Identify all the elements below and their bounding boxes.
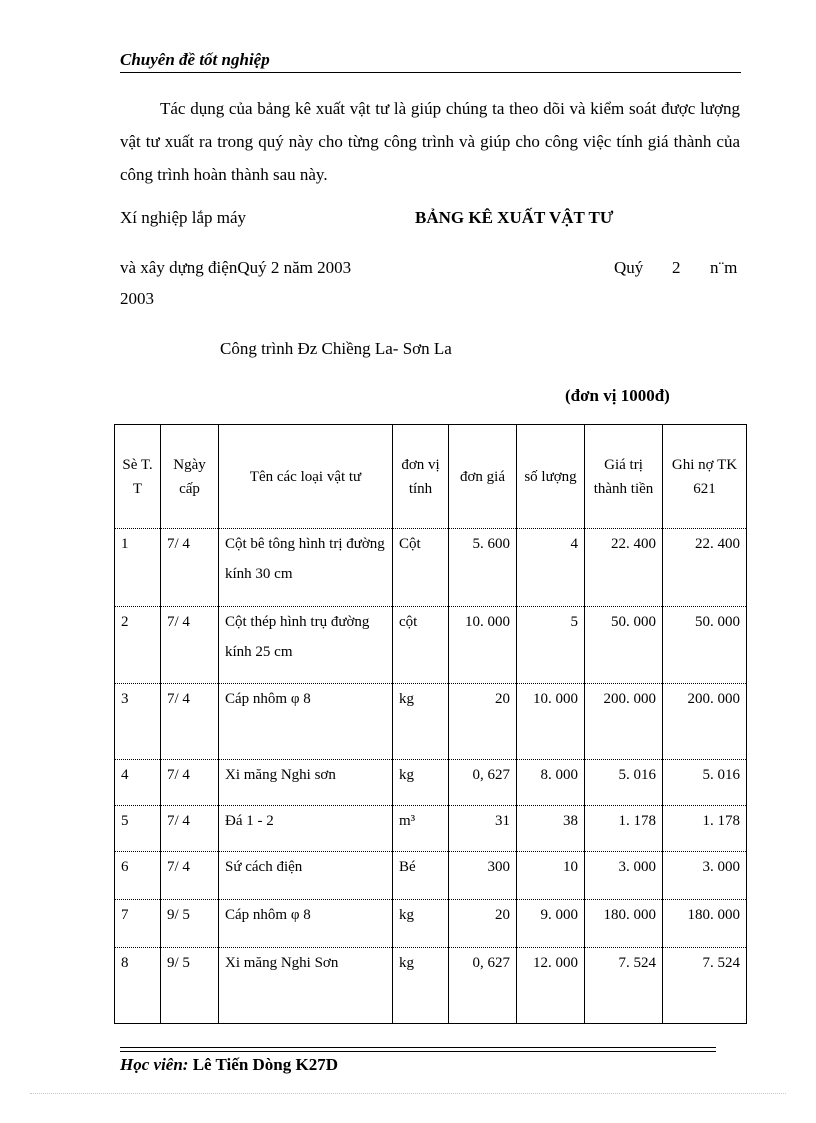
company-name-line2: và xây dựng điệnQuý 2 năm 2003 xyxy=(120,258,352,277)
cell-amount: 1. 178 xyxy=(585,806,663,852)
cell-material-name: Cáp nhôm φ 8 xyxy=(219,900,393,948)
running-header-title: Chuyên đề tốt nghiệp xyxy=(120,50,270,69)
footer-rule xyxy=(120,1047,716,1048)
header-date: Ngày cấp xyxy=(161,425,219,529)
cell-debit: 1. 178 xyxy=(663,806,747,852)
cell-quantity: 4 xyxy=(517,529,585,607)
cell-stt: 5 xyxy=(115,806,161,852)
cell-debit: 7. 524 xyxy=(663,948,747,1024)
cell-unit-price: 0, 627 xyxy=(449,948,517,1024)
unit-note: (đơn vị 1000đ) xyxy=(565,386,670,405)
cell-amount: 180. 000 xyxy=(585,900,663,948)
cell-debit: 200. 000 xyxy=(663,684,747,760)
header-unit-price: đơn giá xyxy=(449,425,517,529)
cell-stt: 1 xyxy=(115,529,161,607)
cell-unit: cột xyxy=(393,607,449,684)
cell-unit-price: 20 xyxy=(449,684,517,760)
table-row xyxy=(115,806,747,852)
cell-material-name: Cáp nhôm φ 8 xyxy=(219,684,393,760)
cell-date: 7/ 4 xyxy=(161,607,219,684)
cell-quantity: 5 xyxy=(517,607,585,684)
cell-amount: 5. 016 xyxy=(585,760,663,806)
intro-paragraph: Tác dụng của bảng kê xuất vật tư là giúp chúng ta theo dõi và kiểm soát được lượng vật tư xuất ra trong quý này cho từng công trình và giúp cho công việc tính giá thành của công trình hoàn thành sau này. xyxy=(120,99,740,184)
cell-date: 7/ 4 xyxy=(161,760,219,806)
material-issue-table xyxy=(114,424,747,1024)
table-row xyxy=(115,760,747,806)
cell-stt: 4 xyxy=(115,760,161,806)
cell-quantity: 8. 000 xyxy=(517,760,585,806)
cell-date: 7/ 4 xyxy=(161,852,219,900)
quarter-number: 2 xyxy=(672,258,681,277)
cell-material-name: Đá 1 - 2 xyxy=(219,806,393,852)
cell-quantity: 38 xyxy=(517,806,585,852)
cell-quantity: 10. 000 xyxy=(517,684,585,760)
cell-stt: 6 xyxy=(115,852,161,900)
cell-stt: 8 xyxy=(115,948,161,1024)
cell-material-name: Cột bê tông hình trị đường kính 30 cm xyxy=(219,529,393,607)
table-row xyxy=(115,948,747,1024)
footer-role: Học viên: xyxy=(120,1055,189,1074)
header-quantity: số lượng xyxy=(517,425,585,529)
cell-amount: 3. 000 xyxy=(585,852,663,900)
cell-quantity: 10 xyxy=(517,852,585,900)
cell-debit: 180. 000 xyxy=(663,900,747,948)
footer-name: Lê Tiến Dòng K27D xyxy=(192,1055,339,1074)
cell-amount: 50. 000 xyxy=(585,607,663,684)
table-row xyxy=(115,852,747,900)
cell-unit-price: 0, 627 xyxy=(449,760,517,806)
cell-material-name: Sứ cách điện xyxy=(219,852,393,900)
cell-unit-price: 31 xyxy=(449,806,517,852)
cell-material-name: Xi măng Nghi Sơn xyxy=(219,948,393,1024)
cell-amount: 7. 524 xyxy=(585,948,663,1024)
cell-quantity: 12. 000 xyxy=(517,948,585,1024)
quarter-label: Quý xyxy=(614,258,644,277)
cell-unit: kg xyxy=(393,684,449,760)
cell-unit: m³ xyxy=(393,806,449,852)
table-row xyxy=(115,529,747,607)
cell-stt: 3 xyxy=(115,684,161,760)
cell-date: 7/ 4 xyxy=(161,529,219,607)
cell-unit: Cột xyxy=(393,529,449,607)
cell-unit: kg xyxy=(393,760,449,806)
cell-amount: 22. 400 xyxy=(585,529,663,607)
cell-date: 9/ 5 xyxy=(161,900,219,948)
project-name: Công trình Đz Chiềng La- Sơn La xyxy=(220,339,452,358)
cell-unit-price: 5. 600 xyxy=(449,529,517,607)
cell-material-name: Xi măng Nghi sơn xyxy=(219,760,393,806)
cell-material-name: Cột thép hình trụ đường kính 25 cm xyxy=(219,607,393,684)
report-title: BẢNG KÊ XUẤT VẬT TƯ xyxy=(415,208,614,227)
cell-date: 9/ 5 xyxy=(161,948,219,1024)
cell-unit-price: 10. 000 xyxy=(449,607,517,684)
table-header-row xyxy=(115,425,747,529)
table-row xyxy=(115,684,747,760)
cell-amount: 200. 000 xyxy=(585,684,663,760)
header-stt: Sè T. T xyxy=(115,425,161,529)
cell-unit: Bé xyxy=(393,852,449,900)
quarter-year: 2003 xyxy=(120,289,154,308)
footer-author xyxy=(120,1055,338,1075)
cell-date: 7/ 4 xyxy=(161,806,219,852)
cell-stt: 2 xyxy=(115,607,161,684)
page-edge-divider xyxy=(30,1093,786,1094)
table-row xyxy=(115,900,747,948)
cell-debit: 5. 016 xyxy=(663,760,747,806)
cell-date: 7/ 4 xyxy=(161,684,219,760)
header-debit-621: Ghi nợ TK 621 xyxy=(663,425,747,529)
table-row xyxy=(115,607,747,684)
header-material-name: Tên các loại vật tư xyxy=(219,425,393,529)
cell-debit: 22. 400 xyxy=(663,529,747,607)
cell-unit: kg xyxy=(393,900,449,948)
cell-quantity: 9. 000 xyxy=(517,900,585,948)
quarter-year-word: n¨m xyxy=(710,258,738,277)
cell-debit: 50. 000 xyxy=(663,607,747,684)
header-unit: đơn vị tính xyxy=(393,425,449,529)
cell-stt: 7 xyxy=(115,900,161,948)
cell-unit-price: 300 xyxy=(449,852,517,900)
company-name-line1: Xí nghiệp lắp máy xyxy=(120,208,247,227)
header-rule xyxy=(120,72,741,73)
footer-rule-double xyxy=(120,1051,716,1052)
cell-unit: kg xyxy=(393,948,449,1024)
header-amount: Giá trị thành tiền xyxy=(585,425,663,529)
cell-unit-price: 20 xyxy=(449,900,517,948)
cell-debit: 3. 000 xyxy=(663,852,747,900)
